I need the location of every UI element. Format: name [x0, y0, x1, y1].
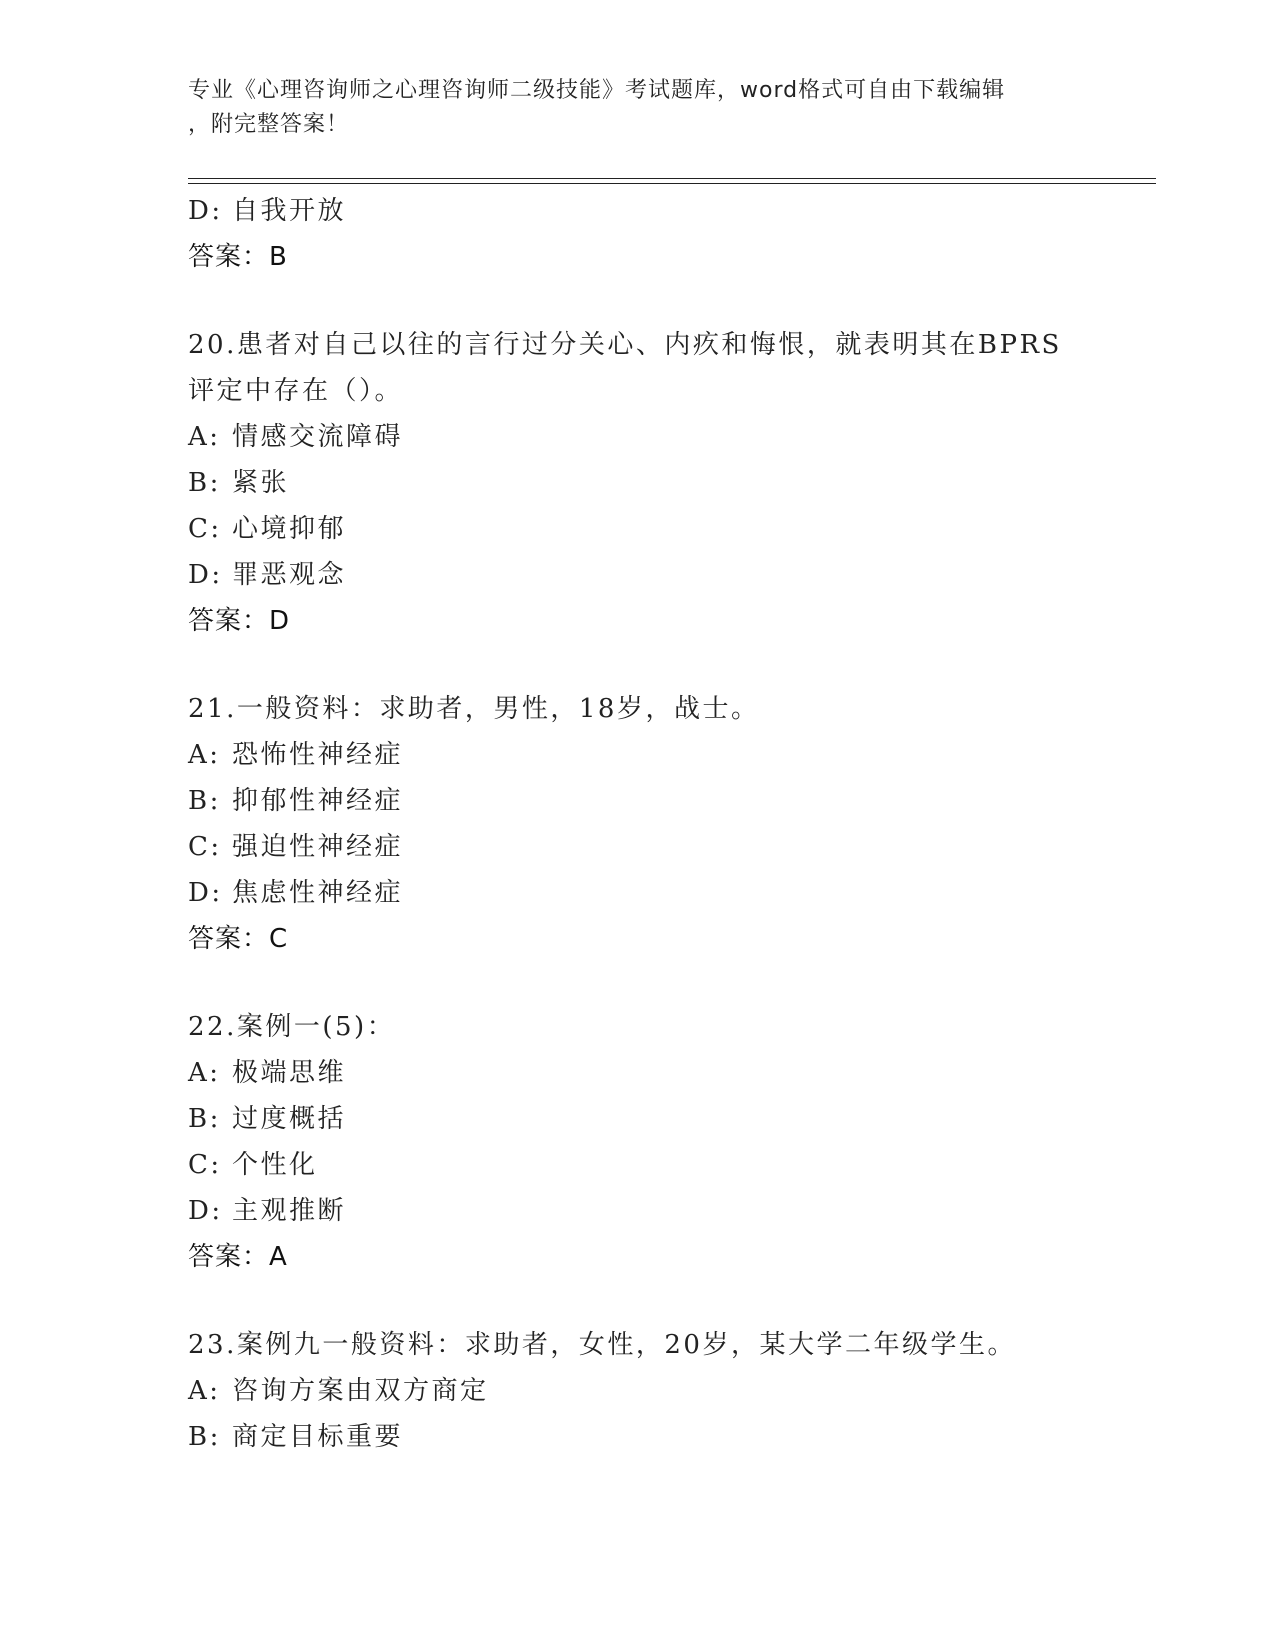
header-title-line-1: 专业《心理咨询师之心理咨询师二级技能》考试题库，word格式可自由下载编辑	[188, 78, 1006, 103]
option-text: 强迫性神经症	[232, 832, 404, 862]
prev-question-answer: 答案：B	[188, 242, 288, 272]
question-number: 21.	[188, 694, 237, 724]
question-22-text-line-1	[188, 1004, 1138, 1050]
question-number: 23.	[188, 1330, 237, 1360]
option-text: 罪恶观念	[232, 560, 347, 590]
option-key: B:	[188, 786, 221, 816]
question-list	[188, 188, 1138, 1460]
question-21-option-b	[188, 778, 1138, 824]
question-20-option-d	[188, 552, 1138, 598]
option-key: A:	[188, 740, 221, 770]
option-text: 情感交流障碍	[232, 422, 404, 452]
question-22-option-c	[188, 1142, 1138, 1188]
question-20-text-line-1	[188, 322, 1138, 368]
option-text: 心境抑郁	[232, 514, 347, 544]
question-21-answer: 答案：C	[188, 924, 289, 954]
option-text: 主观推断	[232, 1196, 347, 1226]
option-text: 商定目标重要	[232, 1422, 404, 1452]
question-23-option-b	[188, 1414, 1138, 1460]
option-key: B:	[188, 468, 221, 498]
question-20-text-line-2: 评定中存在（）。	[188, 376, 404, 406]
option-text: 极端思维	[232, 1058, 347, 1088]
option-key: A:	[188, 422, 221, 452]
option-key: C:	[188, 832, 222, 862]
spacer	[188, 962, 1138, 1004]
option-key: D:	[188, 1196, 223, 1226]
header-divider-bottom	[188, 183, 1156, 184]
prev-question-option-d	[188, 188, 1138, 234]
option-key: D:	[188, 196, 223, 226]
question-text: 患者对自己以往的言行过分关心、内疚和悔恨，就表明其在BPRS	[236, 330, 1062, 360]
option-key: D:	[188, 878, 223, 908]
option-text: 焦虑性神经症	[232, 878, 404, 908]
question-23-text-line-1	[188, 1322, 1138, 1368]
header-title-line-2: ，附完整答案！	[188, 112, 350, 137]
question-text: 案例九一般资料：求助者，女性，20岁，某大学二年级学生。	[236, 1330, 1016, 1360]
question-21-text-line-1	[188, 686, 1138, 732]
option-key: C:	[188, 514, 222, 544]
option-key: D:	[188, 560, 223, 590]
question-21-option-c	[188, 824, 1138, 870]
question-20-answer: 答案：D	[188, 606, 291, 636]
question-text: 案例一(5)：	[236, 1012, 396, 1042]
question-number: 22.	[188, 1012, 237, 1042]
question-20-option-c	[188, 506, 1138, 552]
option-text: 过度概括	[232, 1104, 347, 1134]
spacer	[188, 1280, 1138, 1322]
question-21-option-d	[188, 870, 1138, 916]
option-text: 紧张	[232, 468, 290, 498]
option-text: 自我开放	[232, 196, 347, 226]
question-number: 20.	[188, 330, 237, 360]
option-key: B:	[188, 1422, 221, 1452]
header-divider-top	[188, 178, 1156, 179]
question-23-option-a	[188, 1368, 1138, 1414]
option-text: 抑郁性神经症	[232, 786, 404, 816]
spacer	[188, 280, 1138, 322]
question-20-option-a	[188, 414, 1138, 460]
option-key: A:	[188, 1376, 221, 1406]
question-22-option-b	[188, 1096, 1138, 1142]
option-text: 咨询方案由双方商定	[232, 1376, 489, 1406]
question-22-option-d	[188, 1188, 1138, 1234]
spacer	[188, 644, 1138, 686]
option-key: C:	[188, 1150, 222, 1180]
question-21-option-a	[188, 732, 1138, 778]
question-22-option-a	[188, 1050, 1138, 1096]
document-header	[188, 74, 1088, 142]
option-key: B:	[188, 1104, 221, 1134]
option-text: 个性化	[232, 1150, 318, 1180]
option-key: A:	[188, 1058, 221, 1088]
question-text: 一般资料：求助者，男性，18岁，战士。	[236, 694, 760, 724]
question-22-answer: 答案：A	[188, 1242, 288, 1272]
question-20-option-b	[188, 460, 1138, 506]
option-text: 恐怖性神经症	[232, 740, 404, 770]
